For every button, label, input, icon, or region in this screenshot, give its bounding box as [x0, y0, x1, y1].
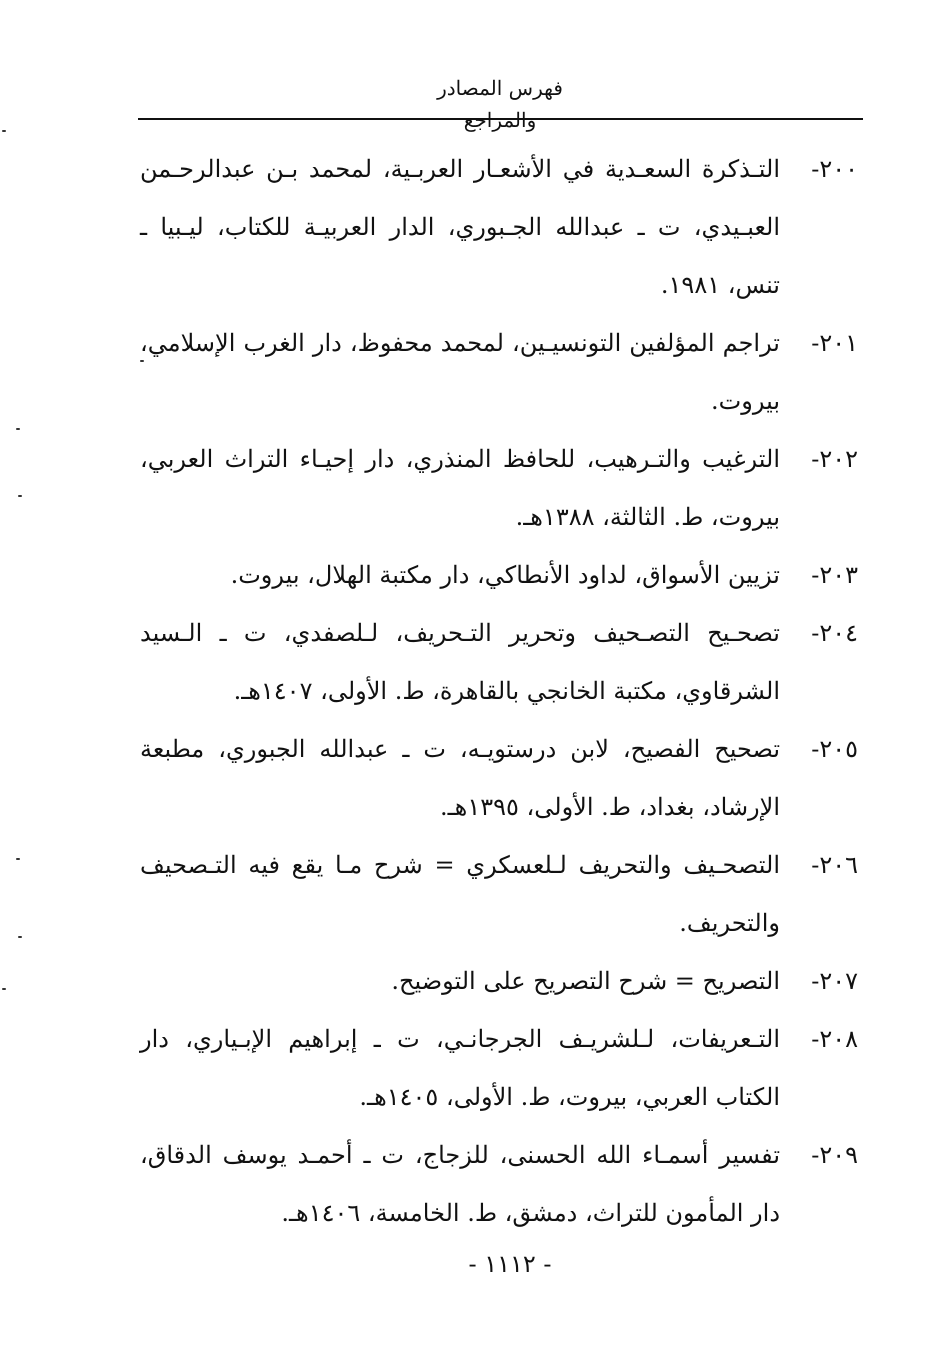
entry-number: ٢٠٩-	[811, 1141, 858, 1169]
scan-speck	[2, 130, 6, 132]
bibliography-list	[140, 140, 858, 1242]
header-rule	[138, 118, 863, 120]
entry-text: تصحـيح التصـحيف وتحرير التـحريف، لـلصفدي، ت ـ الـسيد الشرقاوي، مكتبة الخانجي بالقاهرة، ط. الأولى، ١٤٠٧هـ.	[140, 619, 780, 705]
entry-text: الترغيب والتـرهيب، للحافظ المنذري، دار إحيـاء التراث العربي، بيروت، ط. الثالثة، ١٣٨٨هـ.	[140, 445, 780, 531]
entry-number: ٢٠٧-	[811, 967, 858, 995]
scan-speck	[16, 858, 20, 860]
entry-text: تزيين الأسواق، لداود الأنطاكي، دار مكتبة الهلال، بيروت.	[230, 561, 780, 589]
bibliography-entry	[140, 952, 858, 1010]
bibliography-entry	[140, 314, 858, 430]
entry-number: ٢٠٠-	[811, 155, 858, 183]
entry-number: ٢٠٤-	[811, 619, 858, 647]
entry-text: تصحيح الفصيح، لابن درستويـه، ت ـ عبدالله الجبوري، مطبعة الإرشاد، بغداد، ط. الأولى، ١٣٩٥هـ.	[140, 735, 780, 821]
page-number: - ١١١٢ -	[468, 1250, 552, 1278]
entry-text: تراجم المؤلفين التونسيـين، لمحمد محفوظ، دار الغرب الإسلامي، بيروت.	[140, 329, 780, 415]
bibliography-entry	[140, 720, 858, 836]
bibliography-entry	[140, 1126, 858, 1242]
scan-speck	[18, 936, 22, 938]
scan-speck	[140, 360, 144, 362]
bibliography-entry	[140, 836, 858, 952]
running-header: فهرس المصادر والمراجع	[437, 76, 563, 132]
scan-speck	[16, 428, 20, 430]
entry-text: التصحـيف والتحريف لـلعسكري = شرح مـا يقع فيه التـصحيف والتحريف.	[140, 851, 780, 937]
entry-number: ٢٠٢-	[811, 445, 858, 473]
bibliography-entry	[140, 140, 858, 314]
entry-number: ٢٠٦-	[811, 851, 858, 879]
scan-speck	[18, 495, 22, 497]
entry-text: التـذكرة السعـدية في الأشعـار العربـية، لمحمد بـن عبدالرحـمن العبـيدي، ت ـ عبدالله الجـبوري، الدار العربيـة للكتاب، ليـبيا ـ تنس، ١٩٨١.	[140, 155, 780, 299]
entry-text: التـعريفات، لـلشريـف الجرجانـي، ت ـ إبراهيم الإبـياري، دار الكتاب العربي، بيروت، ط. الأولى، ١٤٠٥هـ.	[140, 1025, 780, 1111]
entry-number: ٢٠٣-	[811, 561, 858, 589]
bibliography-entry	[140, 546, 858, 604]
entry-text: تفسير أسمـاء الله الحسنى، للزجاج، ت ـ أحمـد يوسف الدقاق، دار المأمون للتراث، دمشق، ط. الخامسة، ١٤٠٦هـ.	[140, 1141, 780, 1227]
bibliography-entry	[140, 1010, 858, 1126]
bibliography-entry	[140, 430, 858, 546]
entry-number: ٢٠١-	[811, 329, 858, 357]
entry-number: ٢٠٨-	[811, 1025, 858, 1053]
bibliography-entry	[140, 604, 858, 720]
entry-text: التصريح = شرح التصريح على التوضيح.	[391, 967, 780, 995]
entry-number: ٢٠٥-	[811, 735, 858, 763]
scan-speck	[2, 988, 6, 990]
